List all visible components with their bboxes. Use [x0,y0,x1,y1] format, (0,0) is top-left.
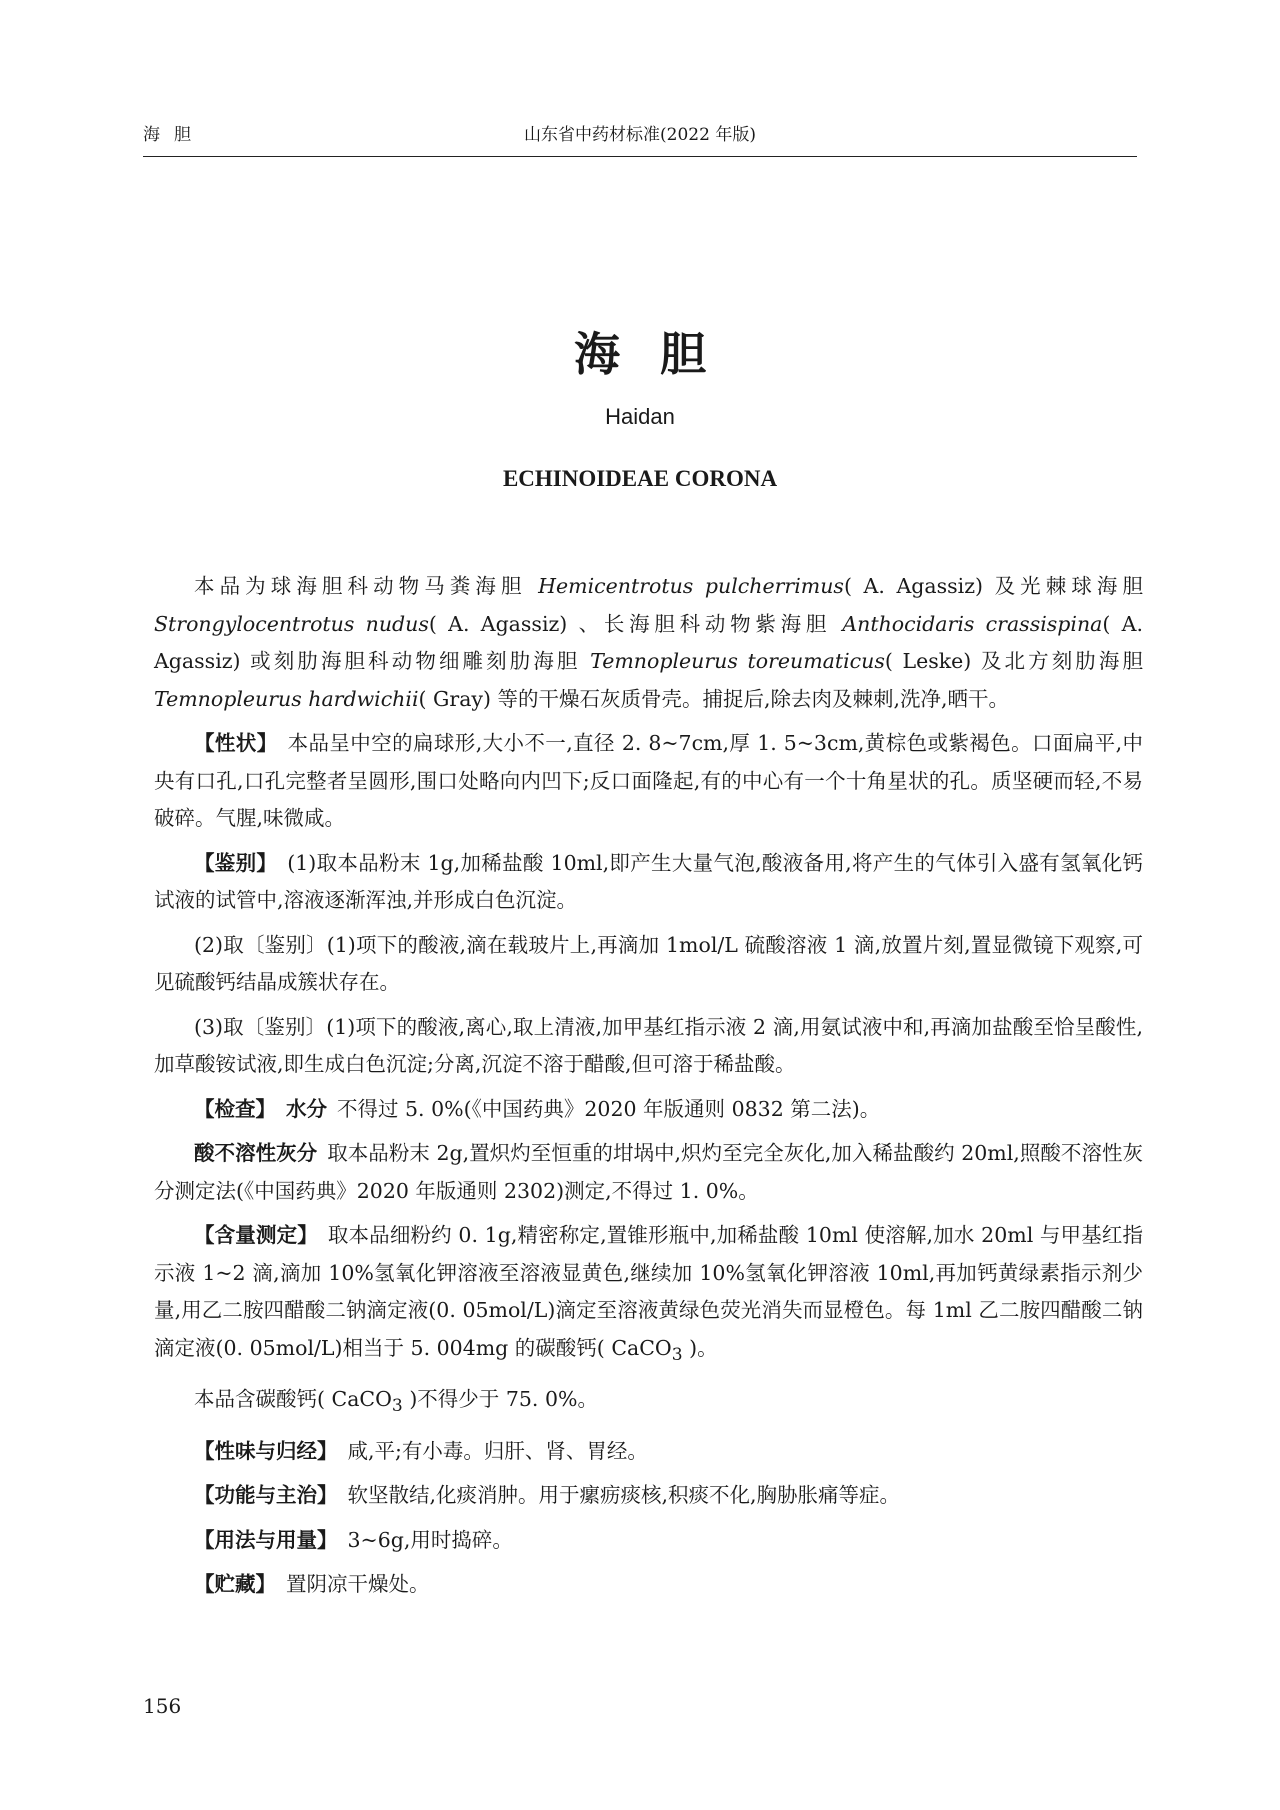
section-heading: 【鉴别】 [194,850,278,875]
usage-dosage-section [154,1522,1143,1560]
page-number: 156 [143,1694,182,1718]
intro-text-1: 本品为球海胆科动物马粪海胆 [194,574,539,598]
intro-text-2: ( A. Agassiz) 及光棘球海胆 [843,574,1143,598]
section-heading: 【用法与用量】 [194,1527,338,1552]
section-text: 3~6g,用时捣碎。 [347,1527,513,1552]
assay-limit [154,1381,1143,1426]
description-section [154,725,1143,838]
section-text: 咸,平;有小毒。归肝、肾、胃经。 [347,1438,648,1463]
identification-section [154,845,1143,920]
section-text: 本品呈中空的扁球形,大小不一,直径 2. 8~7cm,厚 1. 5~3cm,黄棕色或紫褐色。口面扁平,中央有口孔,口孔完整者呈圆形,围口处略向内凹下;反口面隆起,有的中心有一个十角星状的孔。质坚硬而轻,不易破碎。气腥,味微咸。 [154,731,1144,830]
header-book-title: 山东省中药材标准(2022 年版) [524,125,756,145]
subscript: 3 [671,1344,683,1365]
page-title: 海胆 [574,327,746,381]
section-heading: 【性味与归经】 [194,1438,338,1463]
species-name-4: Temnopleurus toreumaticus [590,649,885,673]
storage-section [154,1566,1143,1604]
examination-section [154,1091,1143,1129]
assay-section [154,1217,1143,1374]
identification-item-2: (2)取〔鉴别〕(1)项下的酸液,滴在载玻片上,再滴加 1mol/L 硫酸溶液 1 滴,放置片刻,置显微镜下观察,可见硫酸钙结晶成簇状存在。 [154,932,1143,994]
monograph-body [154,568,1143,1611]
header-drug-name: 海胆 [143,125,205,145]
section-text: (1)取本品粉末 1g,加稀盐酸 10ml,即产生大量气泡,酸液备用,将产生的气体引入盛有氢氧化钙试液的试管中,溶液逐渐浑浊,并形成白色沉淀。 [154,850,1144,912]
species-name-3: Anthocidaris crassispina [842,611,1103,636]
section-heading: 【检查】 [194,1096,276,1121]
intro-paragraph [154,568,1143,718]
ash-subheading: 酸不溶性灰分 [194,1141,318,1165]
latin-name: ECHINOIDEAE CORONA [502,466,778,491]
section-heading: 【含量测定】 [194,1223,318,1247]
species-name-2: Strongylocentrotus nudus [154,611,429,636]
function-indication-section [154,1477,1143,1515]
pinyin-name: Haidan [605,404,675,429]
species-name-5: Temnopleurus hardwichii [154,686,419,711]
property-meridian-section [154,1433,1143,1471]
section-text: 软坚散结,化痰消肿。用于瘰疬痰核,积痰不化,胸胁胀痛等症。 [347,1483,901,1508]
identification-item-3: (3)取〔鉴别〕(1)项下的酸液,离心,取上清液,加甲基红指示液 2 滴,用氨试液中和,再滴加盐酸至恰呈酸性,加草酸铵试液,即生成白色沉淀;分离,沉淀不溶于醋酸,但可溶于稀盐酸。 [154,1014,1143,1076]
assay-limit-end: )不得少于 75. 0%。 [402,1387,598,1412]
ash-text: 取本品粉末 2g,置炽灼至恒重的坩埚中,炽灼至完全灰化,加入稀盐酸约 20ml,照酸不溶性灰分测定法(《中国药典》2020 年版通则 2302)测定,不得过 1. 0%。 [154,1141,1144,1203]
assay-text: 取本品细粉约 0. 1g,精密称定,置锥形瓶中,加稀盐酸 10ml 使溶解,加水 20ml 与甲基红指示液 1~2 滴,滴加 10%氢氧化钾溶液至溶液显黄色,继续加 10%氢氧化钾溶液 10ml,再加钙黄绿素指示剂少量,用乙二胺四醋酸二钠滴定液(0. 05mol/L)滴定至溶液黄绿色荧光消失而显橙色。每 1ml 乙二胺四醋酸二钠滴定液(0. 05mol/L)相当于 5. 004mg 的碳酸钙( CaCO [154,1223,1143,1360]
section-heading: 【性状】 [194,731,278,755]
acid-insoluble-ash [154,1135,1143,1210]
assay-text-end: )。 [682,1335,718,1360]
intro-text-5: ( Leske) 及北方刻肋海胆 [884,649,1144,673]
section-heading: 【功能与主治】 [194,1483,338,1508]
species-name-1: Hemicentrotus pulcherrimus [538,574,844,598]
running-header [143,118,1137,157]
water-subheading: 水分 [286,1096,327,1121]
section-heading: 【贮藏】 [194,1572,276,1597]
section-text: 置阴凉干燥处。 [286,1572,430,1597]
intro-text-6: ( Gray) 等的干燥石灰质骨壳。捕捉后,除去肉及棘刺,洗净,晒干。 [418,686,1010,711]
intro-text-4: ( A. Agassiz) 或刻肋海胆科动物细雕刻肋海胆 [154,611,1143,673]
assay-limit-text: 本品含碳酸钙( CaCO [194,1387,392,1412]
water-text: 不得过 5. 0%(《中国药典》2020 年版通则 0832 第二法)。 [337,1096,881,1121]
intro-text-3: ( A. Agassiz) 、长海胆科动物紫海胆 [428,611,843,636]
subscript: 3 [391,1396,403,1417]
